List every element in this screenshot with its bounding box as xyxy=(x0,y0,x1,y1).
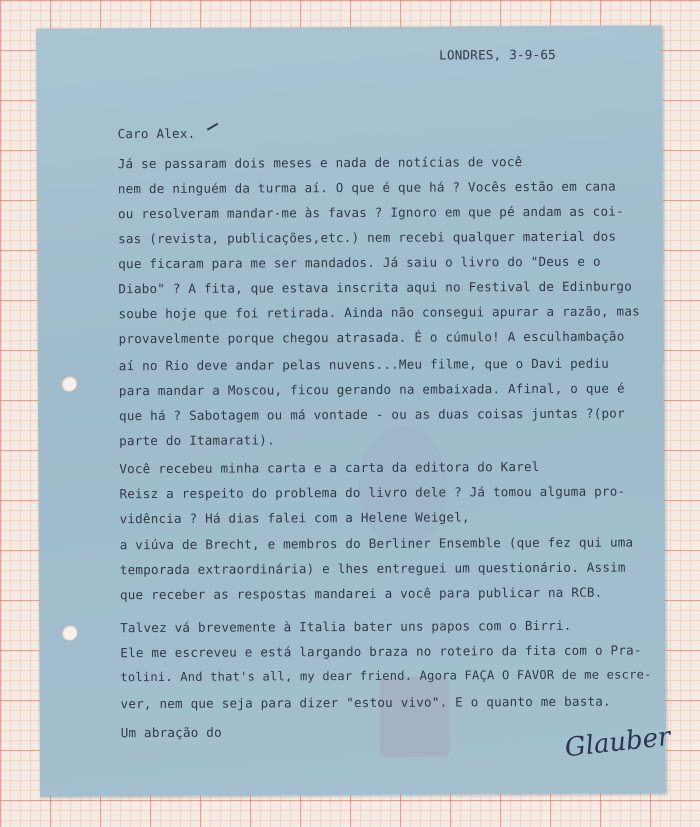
letter-line: para mandar a Moscou, ficou gerando na embaixada. Afinal, o que é xyxy=(118,380,625,399)
letter-line: Ele me escreveu e está largando braza no roteiro da fita com o Pra- xyxy=(120,642,642,661)
letter-line: Reisz a respeito do problema do livro dele ? Já tomou alguma pro- xyxy=(119,483,626,502)
letter-line: Talvez vá brevemente à Italia bater uns papos com o Birri. xyxy=(120,617,572,636)
letter-line: soube hoje que foi retirada. Ainda não consegui apurar a razão, mas xyxy=(118,303,640,322)
letter-line: aí no Rio deve andar pelas nuvens...Meu filme, que o Davi pediu xyxy=(118,355,610,374)
letter-line: Já se passaram dois meses e nada de notícias de você xyxy=(117,154,523,172)
letter-line: a viúva de Brecht, e membros do Berliner Ensemble (que fez qui uma xyxy=(119,534,634,553)
letter-line: nem de ninguém da turma aí. O que é que há ? Vocês estão em cana xyxy=(117,178,616,197)
letter-line: parte do Itamarati). xyxy=(119,432,275,449)
letter-line: Diabo" ? A fita, que estava inscrita aqui no Festival de Edinburgo xyxy=(118,278,633,297)
letter-line: tolini. And that's all, my dear friend. Agora FAÇA O FAVOR de me escre- xyxy=(120,667,652,685)
letter-line: ver, nem que seja para dizer "estou vivo". E o quanto me basta. xyxy=(120,693,611,712)
letter-sheet xyxy=(36,25,672,796)
letter-line: Um abração do xyxy=(120,724,222,741)
letter-line: que ficaram para me ser mandados. Já saiu o livro do "Deus e o xyxy=(118,253,601,272)
letter-line: temporada extraordinária) e lhes entreguei um questionário. Assim xyxy=(119,559,626,578)
punch-hole-bottom xyxy=(61,624,77,640)
stamp-stain xyxy=(379,676,449,756)
handwritten-signature: Glauber xyxy=(563,721,672,764)
letter-line: provavelmente porque chegou atrasada. É o cúmulo! A esculhambação xyxy=(118,328,625,347)
pen-mark xyxy=(207,123,218,131)
punch-hole-top xyxy=(61,375,77,391)
letter-line: Você recebeu minha carta e a carta da editora do Karel xyxy=(119,459,540,477)
letter-date: LONDRES, 3-9-65 xyxy=(439,46,556,63)
letter-line: ou resolveram mandar-me às favas ? Ignoro em que pé andam as coi- xyxy=(117,203,624,222)
letter-line: que há ? Sabotagem ou má vontade - ou as duas coisas juntas ?(por xyxy=(118,405,625,424)
letter-line: sas (revista, publicações,etc.) nem recebi qualquer material dos xyxy=(118,228,617,247)
letter-line: que receber as respostas mandarei a você para publicar na RCB. xyxy=(119,584,603,603)
letter-line: Caro Alex. xyxy=(117,125,196,142)
letter-line: vidência ? Há dias falei com a Helene Weigel, xyxy=(119,509,470,527)
